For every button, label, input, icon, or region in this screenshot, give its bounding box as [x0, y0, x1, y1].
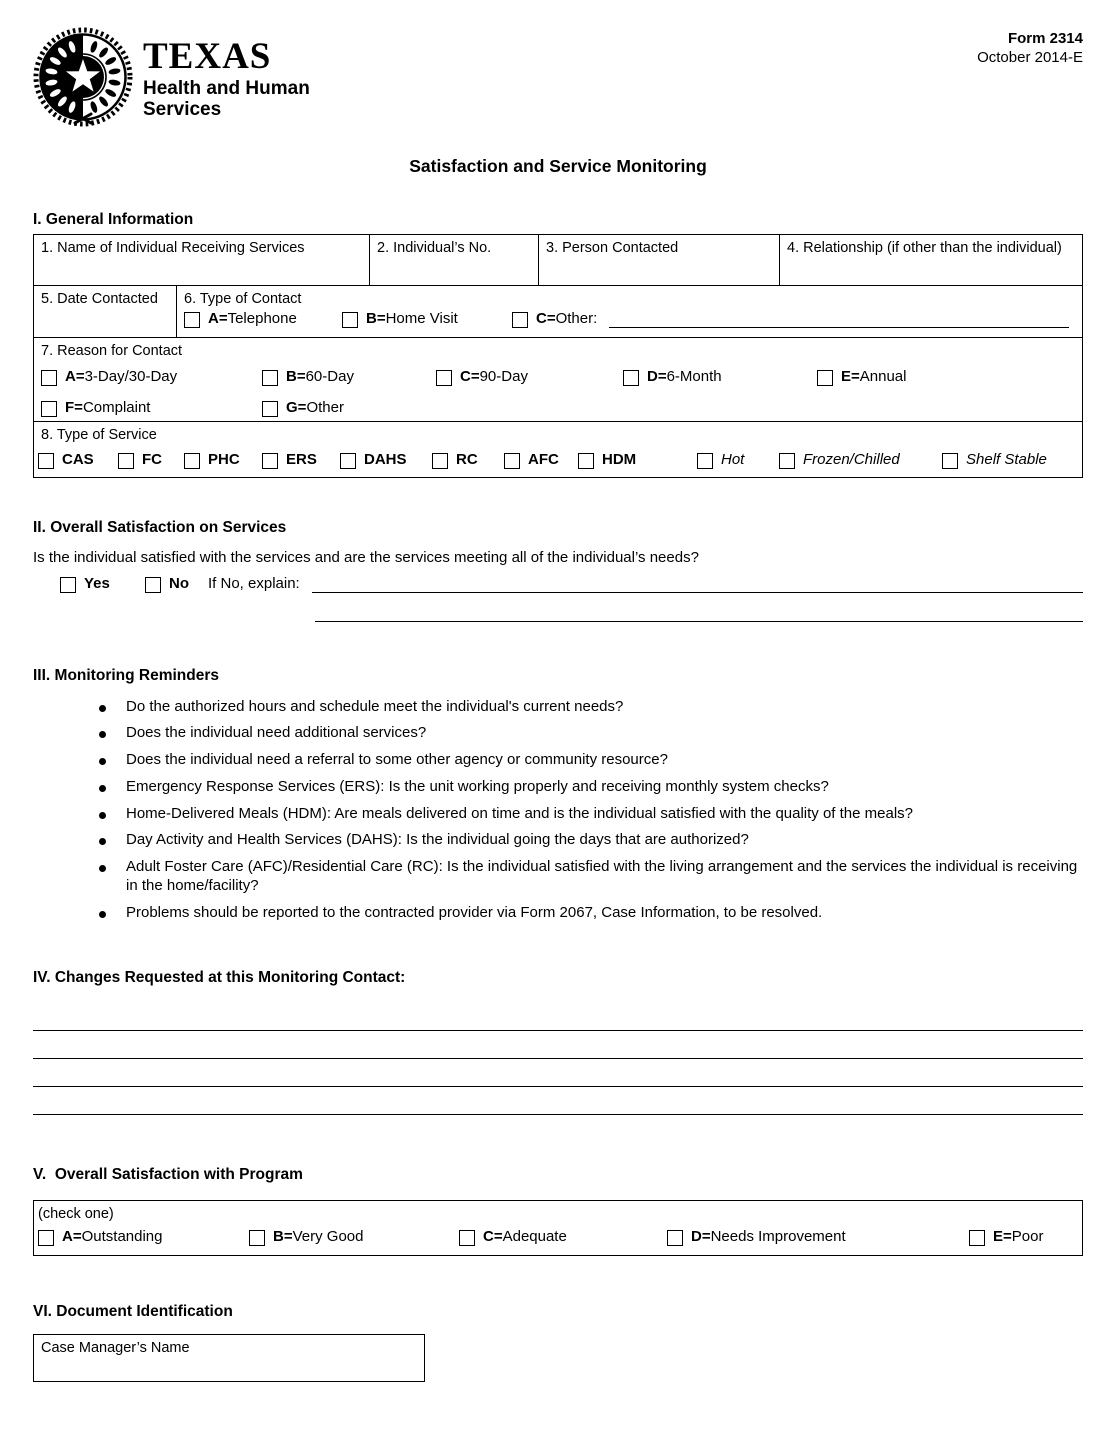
- explain-fill-line-2[interactable]: [315, 620, 1083, 622]
- checkbox-option-fc[interactable]: [118, 451, 184, 470]
- monitoring-reminders-list: [98, 698, 1083, 923]
- checkbox[interactable]: [779, 453, 795, 469]
- option-label: Annual: [859, 368, 907, 386]
- section-4-heading: IV. Changes Requested at this Monitoring Contact:: [33, 969, 406, 987]
- form-number: Form 2314: [1007, 30, 1083, 47]
- checkbox-option-yes[interactable]: [60, 575, 145, 594]
- list-item: Problems should be reported to the contracted provider via Form 2067, Case Information, to be resolved.: [98, 904, 1083, 923]
- option-label: 60-Day: [305, 368, 354, 386]
- option-label: Other:: [555, 310, 598, 328]
- checkbox[interactable]: [340, 453, 356, 469]
- checkbox-option-afc[interactable]: [504, 451, 578, 470]
- checkbox-option-very-good[interactable]: [249, 1228, 459, 1247]
- checkbox-option-phc[interactable]: [184, 451, 262, 470]
- section-5-heading: V. Overall Satisfaction with Program: [33, 1165, 303, 1183]
- checkbox-option-home-visit[interactable]: [342, 310, 512, 329]
- option-code: D=: [691, 1228, 711, 1246]
- field-label: 8. Type of Service: [41, 427, 157, 444]
- agency-brand: [33, 20, 310, 140]
- field-date-contacted[interactable]: [34, 286, 176, 337]
- option-label: Complaint: [82, 399, 151, 417]
- checkbox-option-no[interactable]: [145, 575, 208, 594]
- checkbox-option-telephone[interactable]: [184, 310, 342, 329]
- option-label: Telephone: [227, 310, 297, 328]
- checkbox-option-rc[interactable]: [432, 451, 504, 470]
- option-label: CAS: [62, 451, 94, 469]
- checkbox[interactable]: [184, 312, 200, 328]
- option-code: B=: [273, 1228, 293, 1246]
- checkbox-option-dahs[interactable]: [340, 451, 432, 470]
- field-label: 2. Individual’s No.: [377, 240, 492, 257]
- field-label: 4. Relationship (if other than the individual): [787, 240, 1062, 257]
- brand-line1: Health and Human: [143, 78, 310, 99]
- checkbox[interactable]: [184, 453, 200, 469]
- checkbox-option-shelf-stable[interactable]: [942, 451, 1047, 470]
- checkbox[interactable]: [623, 370, 639, 386]
- checkbox-option-90day[interactable]: [436, 368, 623, 387]
- option-label: Home Visit: [385, 310, 458, 328]
- brand-line2: Services: [143, 99, 222, 120]
- checkbox[interactable]: [38, 453, 54, 469]
- checkbox-option-contact-other[interactable]: [512, 310, 597, 329]
- option-code: B=: [366, 310, 386, 328]
- option-label: Other: [306, 399, 344, 417]
- checkbox[interactable]: [41, 370, 57, 386]
- checkbox-option-outstanding[interactable]: [38, 1228, 249, 1247]
- field-individual-no[interactable]: [369, 235, 538, 285]
- checkbox[interactable]: [262, 401, 278, 417]
- checkbox[interactable]: [942, 453, 958, 469]
- option-code: F=: [65, 399, 83, 417]
- option-code: D=: [647, 368, 667, 386]
- checkbox[interactable]: [60, 577, 76, 593]
- checkbox[interactable]: [432, 453, 448, 469]
- checkbox-option-cas[interactable]: [38, 451, 118, 470]
- checkbox[interactable]: [342, 312, 358, 328]
- option-label: HDM: [602, 451, 637, 469]
- list-item: Does the individual need additional services?: [98, 724, 1083, 743]
- checkbox[interactable]: [459, 1230, 475, 1246]
- option-code: A=: [65, 368, 85, 386]
- form-identifier: [977, 20, 1083, 68]
- option-code: A=: [62, 1228, 82, 1246]
- option-code: B=: [286, 368, 306, 386]
- checkbox[interactable]: [512, 312, 528, 328]
- option-code: C=: [536, 310, 556, 328]
- checkbox[interactable]: [262, 370, 278, 386]
- list-item: Do the authorized hours and schedule meet the individual's current needs?: [98, 698, 1083, 717]
- field-label: Case Manager’s Name: [41, 1340, 190, 1357]
- form-date: October 2014-E: [977, 48, 1083, 66]
- checkbox[interactable]: [504, 453, 520, 469]
- checkbox-option-complaint[interactable]: [41, 399, 262, 418]
- checkbox-option-adequate[interactable]: [459, 1228, 667, 1247]
- checkbox[interactable]: [38, 1230, 54, 1246]
- form-title: Satisfaction and Service Monitoring: [409, 156, 707, 176]
- option-code: A=: [208, 310, 228, 328]
- checkbox-option-3day-30day[interactable]: [41, 368, 262, 387]
- option-label: No: [169, 575, 189, 593]
- section-2-heading: II. Overall Satisfaction on Services: [33, 519, 287, 537]
- checkbox[interactable]: [817, 370, 833, 386]
- section-1-heading: I. General Information: [33, 210, 194, 228]
- checkbox[interactable]: [118, 453, 134, 469]
- checkbox-option-ers[interactable]: [262, 451, 340, 470]
- checkbox[interactable]: [436, 370, 452, 386]
- option-label: Yes: [84, 575, 110, 593]
- option-label: Needs Improvement: [710, 1228, 846, 1246]
- section-6-heading: VI. Document Identification: [33, 1302, 233, 1320]
- check-one-label: (check one): [38, 1206, 114, 1222]
- checkbox[interactable]: [969, 1230, 985, 1246]
- changes-fill-line-4[interactable]: [33, 1087, 1083, 1115]
- option-code: G=: [286, 399, 307, 417]
- checkbox[interactable]: [41, 401, 57, 417]
- field-name-of-individual[interactable]: [34, 235, 369, 285]
- checkbox[interactable]: [578, 453, 594, 469]
- list-item: Adult Foster Care (AFC)/Residential Care (RC): Is the individual satisfied with the living arrangement and the services the individual is receiving in the home/facility?: [98, 858, 1083, 896]
- checkbox[interactable]: [667, 1230, 683, 1246]
- option-label: ERS: [286, 451, 317, 469]
- option-label: Shelf Stable: [966, 451, 1047, 469]
- header: [33, 20, 1083, 138]
- checkbox-option-hot[interactable]: [697, 451, 779, 470]
- option-label: Poor: [1011, 1228, 1044, 1246]
- option-label: FC: [142, 451, 162, 469]
- checkbox-option-poor[interactable]: [969, 1228, 1043, 1247]
- option-label: 3-Day/30-Day: [84, 368, 178, 386]
- section-3-heading: III. Monitoring Reminders: [33, 667, 220, 685]
- satisfaction-question: Is the individual satisfied with the services and are the services meeting all of the individual’s needs?: [33, 548, 699, 566]
- changes-fill-line-1[interactable]: [33, 988, 1083, 1031]
- option-code: E=: [841, 368, 860, 386]
- option-label: PHC: [208, 451, 240, 469]
- option-code: C=: [460, 368, 480, 386]
- field-label: 3. Person Contacted: [546, 240, 679, 257]
- list-item: Day Activity and Health Services (DAHS): Is the individual going the days that are authorized?: [98, 831, 1083, 850]
- option-label: Hot: [721, 451, 745, 469]
- option-label: Outstanding: [81, 1228, 163, 1246]
- list-item: Emergency Response Services (ERS): Is the unit working properly and receiving monthly system checks?: [98, 778, 1083, 797]
- contact-other-fill-line[interactable]: [609, 312, 1069, 328]
- field-relationship[interactable]: [779, 235, 1082, 285]
- option-label: Very Good: [292, 1228, 364, 1246]
- explain-label: If No, explain:: [208, 575, 300, 593]
- checkbox-option-reason-other[interactable]: [262, 399, 344, 418]
- field-label: 5. Date Contacted: [41, 291, 158, 308]
- field-type-of-contact: [176, 286, 1082, 337]
- checkbox-option-frozen-chilled[interactable]: [779, 451, 942, 470]
- option-label: Adequate: [502, 1228, 567, 1246]
- option-label: RC: [456, 451, 478, 469]
- field-person-contacted[interactable]: [538, 235, 779, 285]
- list-item: Does the individual need a referral to some other agency or community resource?: [98, 751, 1083, 770]
- option-code: E=: [993, 1228, 1012, 1246]
- explain-fill-line-1[interactable]: [312, 577, 1083, 593]
- brand-state: TEXAS: [143, 36, 272, 77]
- checkbox[interactable]: [249, 1230, 265, 1246]
- list-item: Home-Delivered Meals (HDM): Are meals delivered on time and is the individual satisfied with the quality of the meals?: [98, 805, 1083, 824]
- option-label: 6-Month: [666, 368, 722, 386]
- option-label: DAHS: [364, 451, 407, 469]
- changes-fill-line-2[interactable]: [33, 1031, 1083, 1059]
- field-label: 1. Name of Individual Receiving Services: [41, 240, 305, 257]
- texas-hhs-seal-icon: [33, 20, 133, 140]
- checkbox[interactable]: [145, 577, 161, 593]
- general-information-table: [33, 234, 1083, 478]
- checkbox-option-annual[interactable]: [817, 368, 906, 387]
- field-label: 7. Reason for Contact: [41, 343, 183, 360]
- checkbox[interactable]: [697, 453, 713, 469]
- checkbox[interactable]: [262, 453, 278, 469]
- changes-fill-line-3[interactable]: [33, 1059, 1083, 1087]
- agency-name: [143, 20, 310, 120]
- checkbox-option-hdm[interactable]: [578, 451, 697, 470]
- checkbox-option-needs-improvement[interactable]: [667, 1228, 969, 1247]
- case-manager-name-field[interactable]: [33, 1334, 425, 1382]
- program-satisfaction-box: [33, 1200, 1083, 1256]
- field-label: 6. Type of Contact: [184, 291, 302, 308]
- option-code: C=: [483, 1228, 503, 1246]
- option-label: 90-Day: [479, 368, 528, 386]
- checkbox-option-6month[interactable]: [623, 368, 817, 387]
- checkbox-option-60day[interactable]: [262, 368, 436, 387]
- option-label: AFC: [528, 451, 559, 469]
- option-label: Frozen/Chilled: [803, 451, 900, 469]
